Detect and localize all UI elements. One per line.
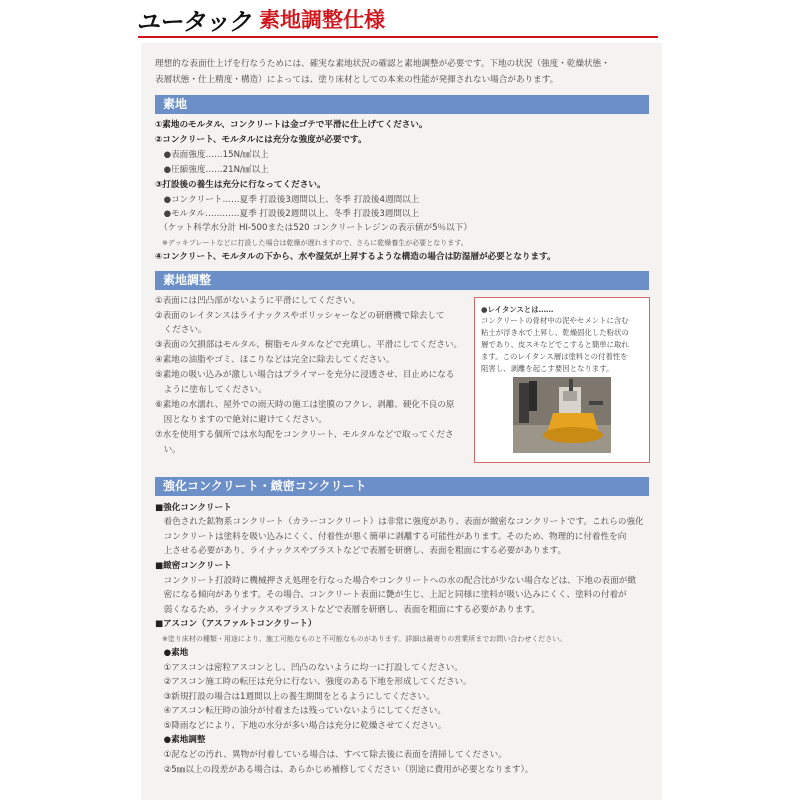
sec2-line: ②表面のレイタンスはライナックスやポリッシャーなどの研磨機で除去して: [155, 311, 445, 321]
sec1-line: ②コンクリート、モルタルには充分な強度が必要です。: [155, 135, 367, 145]
sec3-line: 上させる必要があり、ライナックスやブラストなどで表層を研磨し、表面を粗面にする必要があります。: [155, 546, 567, 556]
laitance-title: ●レイタンスとは……: [481, 305, 554, 314]
sec3-line: コンクリートは塗料を吸い込みにくく、付着性が悪く簡単に剥離する可能性があります。そのため、物理的に付着性を向: [155, 532, 627, 542]
section-header-hardened-concrete: 強化コンクリート・緻密コンクリート: [155, 477, 649, 496]
sec3-line: ●素地調整: [155, 735, 206, 745]
sec3-line: ③新規打設の場合は1週間以上の養生期間をとるようにしてください。: [155, 692, 435, 702]
sec2-line: ①表面には凹凸部がないように平滑にしてください。: [155, 296, 361, 306]
section-header-substrate: 素地: [155, 95, 649, 114]
sec3-line: ⑤降雨などにより、下地の水分が多い場合は充分に乾燥させてください。: [155, 721, 447, 731]
sec3-line: 着色された鉱物系コンクリート（カラーコンクリート）は非常に強度があり、表面が緻密なコンクリートです。これらの強化: [155, 517, 644, 527]
sec1-line: ●圧縮強度……21N/㎟以上: [155, 165, 269, 175]
header-divider: [138, 36, 658, 38]
sec3-line: 弱くなるため、ライナックスやブラストなどで表層を研磨し、表面を粗面にする必要があります。: [155, 605, 540, 615]
sec3-line: 密になる傾向があります。その場合、コンクリート表面に艶が生じ、上記と同様に塗料が吸い込みにくく、塗料の付着が: [155, 590, 627, 600]
page-header: [135, 4, 385, 36]
sec2-line: ⑦水を使用する個所では水勾配をコンクリート、モルタルなどで取ってくださ: [155, 430, 454, 440]
grinding-machine-photo: [513, 377, 611, 453]
sec2-line: 因となりますので絶対に避けてください。: [155, 415, 327, 425]
sec3-line: ②5㎜以上の段差がある場合は、あらかじめ補修してください（別途に費用が必要となります）。: [155, 765, 534, 775]
sec3-line: ●素地: [155, 648, 189, 658]
sec2-line: ⑤素地の吸い込みが激しい場合はプライマーを充分に浸透させ、目止めになる: [155, 370, 455, 380]
sec2-line: ⑥素地の水濡れ、屋外での雨天時の施工は塗膜のフクレ、剥離、硬化不良の原: [155, 400, 455, 410]
grinding-machine-illustration: [513, 377, 611, 453]
sec2-line: ください。: [155, 325, 207, 335]
sec2-line: ③表面の欠損部はモルタル、樹脂モルタルなどで充填し、平滑にしてください。: [155, 340, 463, 350]
sec1-line: ●表面強度……15N/㎟以上: [155, 150, 269, 160]
sec3-line: ■アスコン（アスファルトコンクリート）: [155, 619, 317, 629]
sec2-line: ④素地の油脂やゴミ、ほこりなどは完全に除去してください。: [155, 355, 395, 365]
sec3-line: ①泥などの汚れ、異物が付着している場合は、すべて除去後に表面を清掃してください。: [155, 750, 507, 760]
sec1-line: （ケット科学水分計 HI-500または520 コンクリートレジンの表示値が5％以下）: [155, 223, 472, 233]
laitance-line: ます。このレイタンス層は塗料との付着性を: [481, 352, 628, 361]
sec2-line: ように塗布してください。: [155, 385, 267, 395]
laitance-line: 粘土が浮き水で上昇し、乾燥固化した粉状の: [481, 328, 629, 337]
section-header-preparation: 素地調整: [155, 271, 649, 290]
page-title: 素地調整仕様: [259, 8, 385, 32]
sec3-line: ■緻密コンクリート: [155, 561, 232, 571]
sec3-line: コンクリート打設時に機械押さえ処理を行なった場合やコンクリートへの水の配合比が少ない場合などは、下地の表面が緻: [155, 576, 636, 586]
sec1-line: ●コンクリート……夏季 打設後3週間以上、冬季 打設後4週間以上: [155, 195, 420, 205]
sec1-line: ●モルタル…………夏季 打設後2週間以上、冬季 打設後3週間以上: [155, 209, 420, 219]
sec1-line: ③打設後の養生は充分に行なってください。: [155, 180, 326, 190]
sec3-note: ※塗り床材の種類・用途により、施工可能なものと不可能なものがあります。詳細は最寄りの営業所までお問い合わせください。: [155, 635, 567, 643]
sec1-line: ④コンクリート、モルタルの下から、水や湿気が上昇するような構造の場合は防湿層が必要となります。: [155, 252, 556, 262]
sec3-line: ■強化コンクリート: [155, 503, 232, 513]
brand-logo: ユータック: [135, 7, 255, 36]
laitance-line: コンクリートの骨材中の泥やセメントに含む: [481, 316, 629, 325]
sec3-line: ①アスコンは密粒アスコンとし、凹凸のないように均一に打設してください。: [155, 663, 463, 673]
intro-line: 表層状態・仕上精度・構造）によっては、塗り床材としての本来の性能が発揮されない場合があります。: [155, 75, 559, 85]
sec2-line: い。: [155, 445, 181, 455]
sec3-line: ②アスコン施工時の転圧は充分に行ない、強度のある下地を形成してください。: [155, 677, 472, 687]
sec1-note: ※デッキプレートなどに打設した場合は乾燥が遅れますので、さらに乾燥養生が必要となります。: [155, 239, 468, 247]
sec1-line: ①素地のモルタル、コンクリートは金ゴテで平滑に仕上げてください。: [155, 120, 428, 130]
intro-line: 理想的な表面仕上げを行なうためには、確実な素地状況の確認と素地調整が必要です。下地の状況（強度・乾燥状態・: [155, 59, 610, 69]
laitance-info-box: [474, 297, 650, 463]
sec3-line: ④アスコン転圧時の油分が付着または残っていないようにしてください。: [155, 706, 446, 716]
laitance-line: 層であり、皮スキなどでこすると簡単に取れ: [481, 340, 629, 349]
laitance-line: 阻害し、剥離を起こす要因となります。: [481, 364, 614, 373]
